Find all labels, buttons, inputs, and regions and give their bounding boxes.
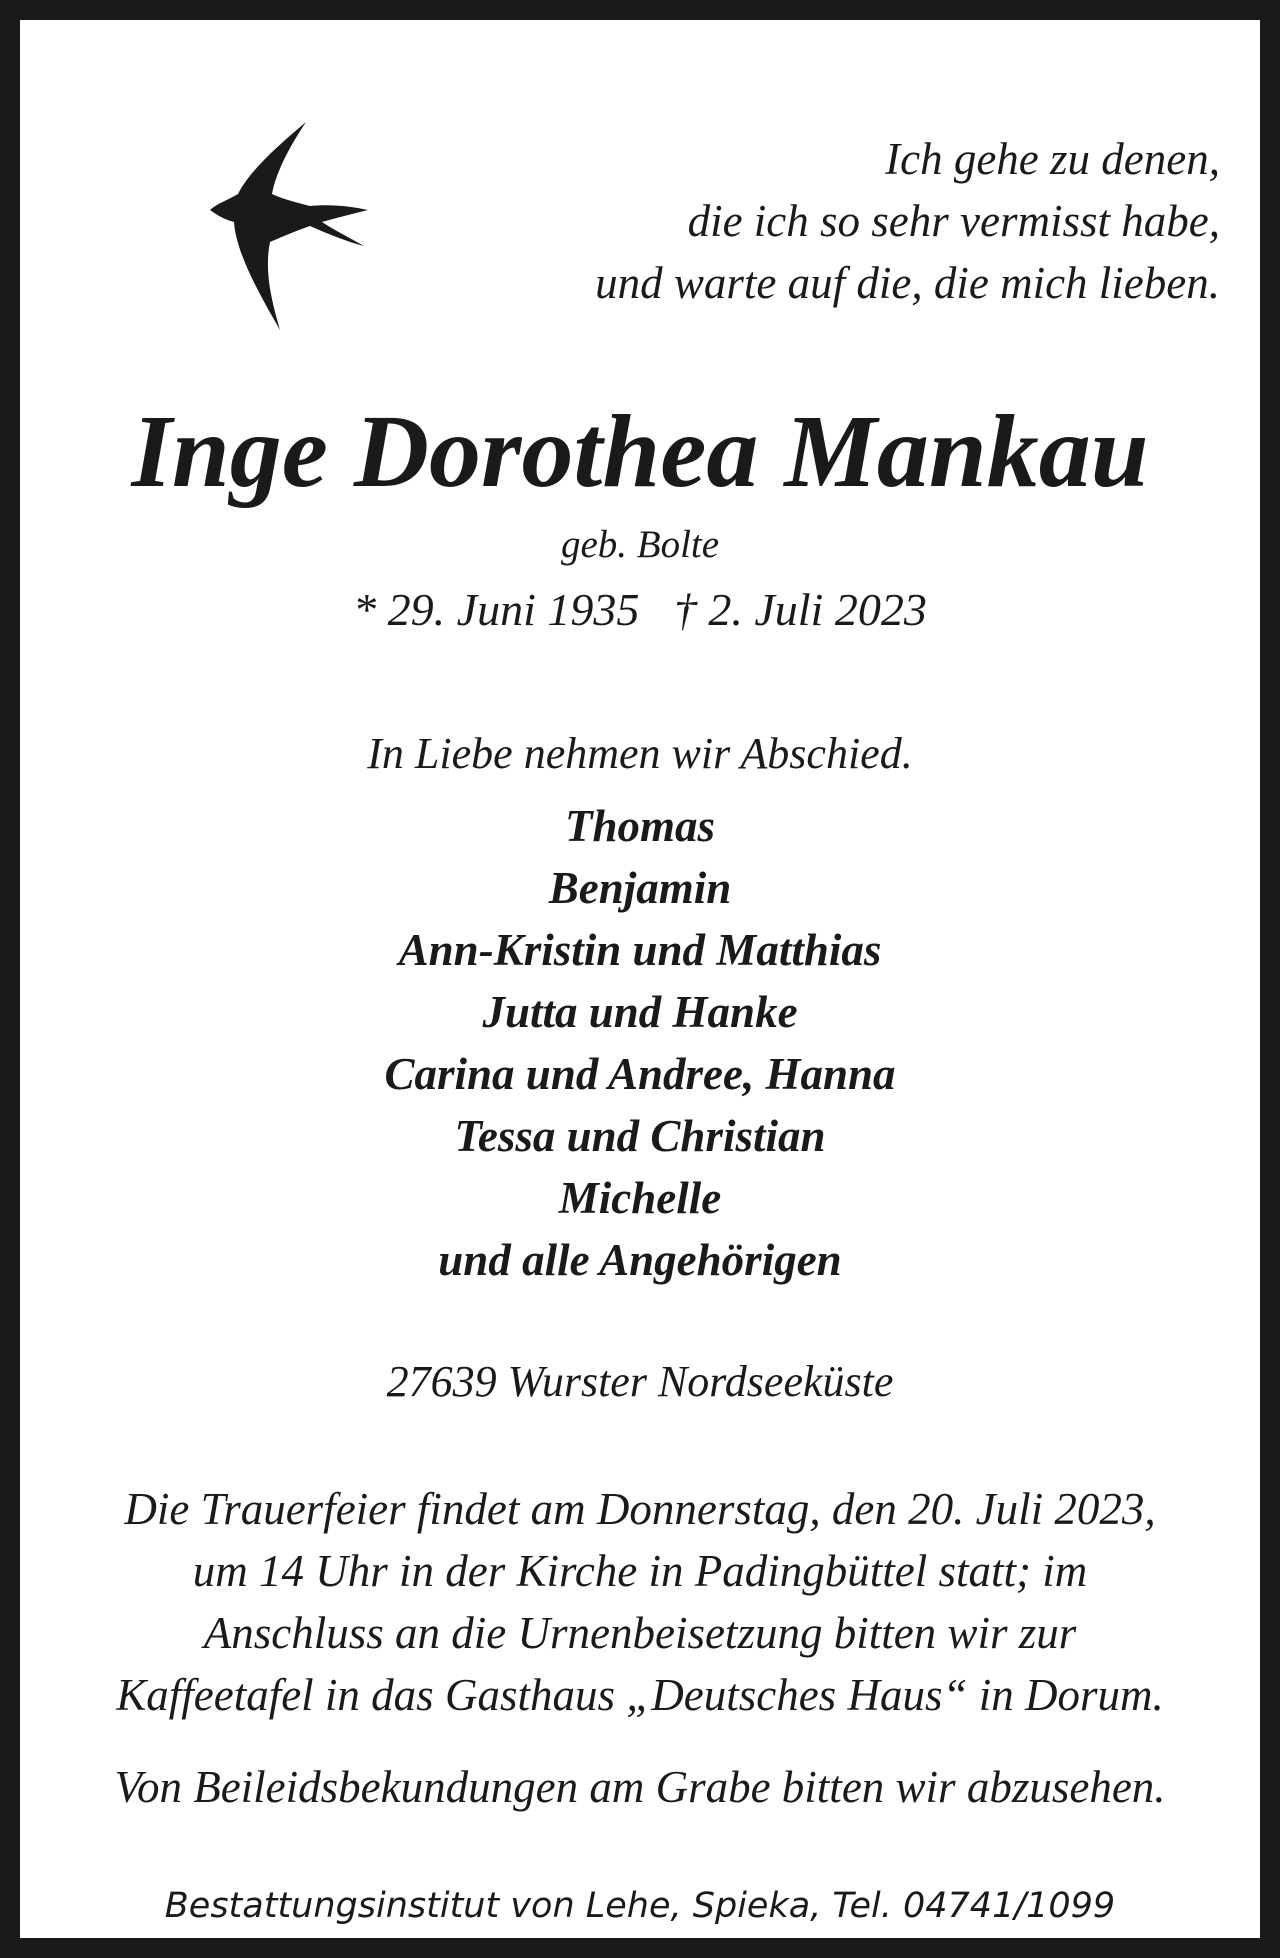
quote-line: die ich so sehr vermisst habe, <box>687 196 1220 246</box>
mourner-item: Carina und Andree, Hanna <box>384 1049 896 1099</box>
birth-name: geb. Bolte <box>560 523 720 566</box>
farewell-text: In Liebe nehmen wir Abschied. <box>367 729 913 778</box>
condolence-note: Von Beileidsbekundungen am Grabe bitten wir abzusehen. <box>114 1762 1166 1812</box>
mourner-item: und alle Angehörigen <box>438 1235 842 1285</box>
funeral-home-info: Bestattungsinstitut von Lehe, Spieka, Tel. 04741/1099 <box>164 1886 1116 1926</box>
mourner-list <box>20 795 1260 1291</box>
life-dates: * 29. Juni 1935 † 2. Juli 2023 <box>353 584 927 635</box>
mourner-item: Michelle <box>558 1173 722 1223</box>
quote-verse <box>595 128 1220 314</box>
mourner-item: Thomas <box>564 801 716 851</box>
mourner-item: Jutta und Hanke <box>482 987 798 1037</box>
ceremony-details <box>20 1478 1260 1726</box>
mourner-item: Tessa und Christian <box>454 1111 826 1161</box>
location-text: 27639 Wurster Nordseeküste <box>386 1357 894 1406</box>
ceremony-line: Die Trauerfeier findet am Donnerstag, den 20. Juli 2023, <box>124 1484 1156 1534</box>
swallow-icon <box>210 122 370 330</box>
ceremony-line: Kaffeetafel in das Gasthaus „Deutsches Haus“ in Dorum. <box>116 1670 1164 1720</box>
deceased-name: Inge Dorothea Mankau <box>131 394 1149 509</box>
mourner-item: Ann-Kristin und Matthias <box>398 925 882 975</box>
ceremony-line: um 14 Uhr in der Kirche in Padingbüttel statt; im <box>192 1546 1088 1596</box>
ceremony-line: Anschluss an die Urnenbeisetzung bitten wir zur <box>203 1608 1077 1658</box>
quote-line: Ich gehe zu denen, <box>885 134 1220 184</box>
mourner-item: Benjamin <box>548 863 732 913</box>
quote-line: und warte auf die, die mich lieben. <box>595 258 1220 308</box>
